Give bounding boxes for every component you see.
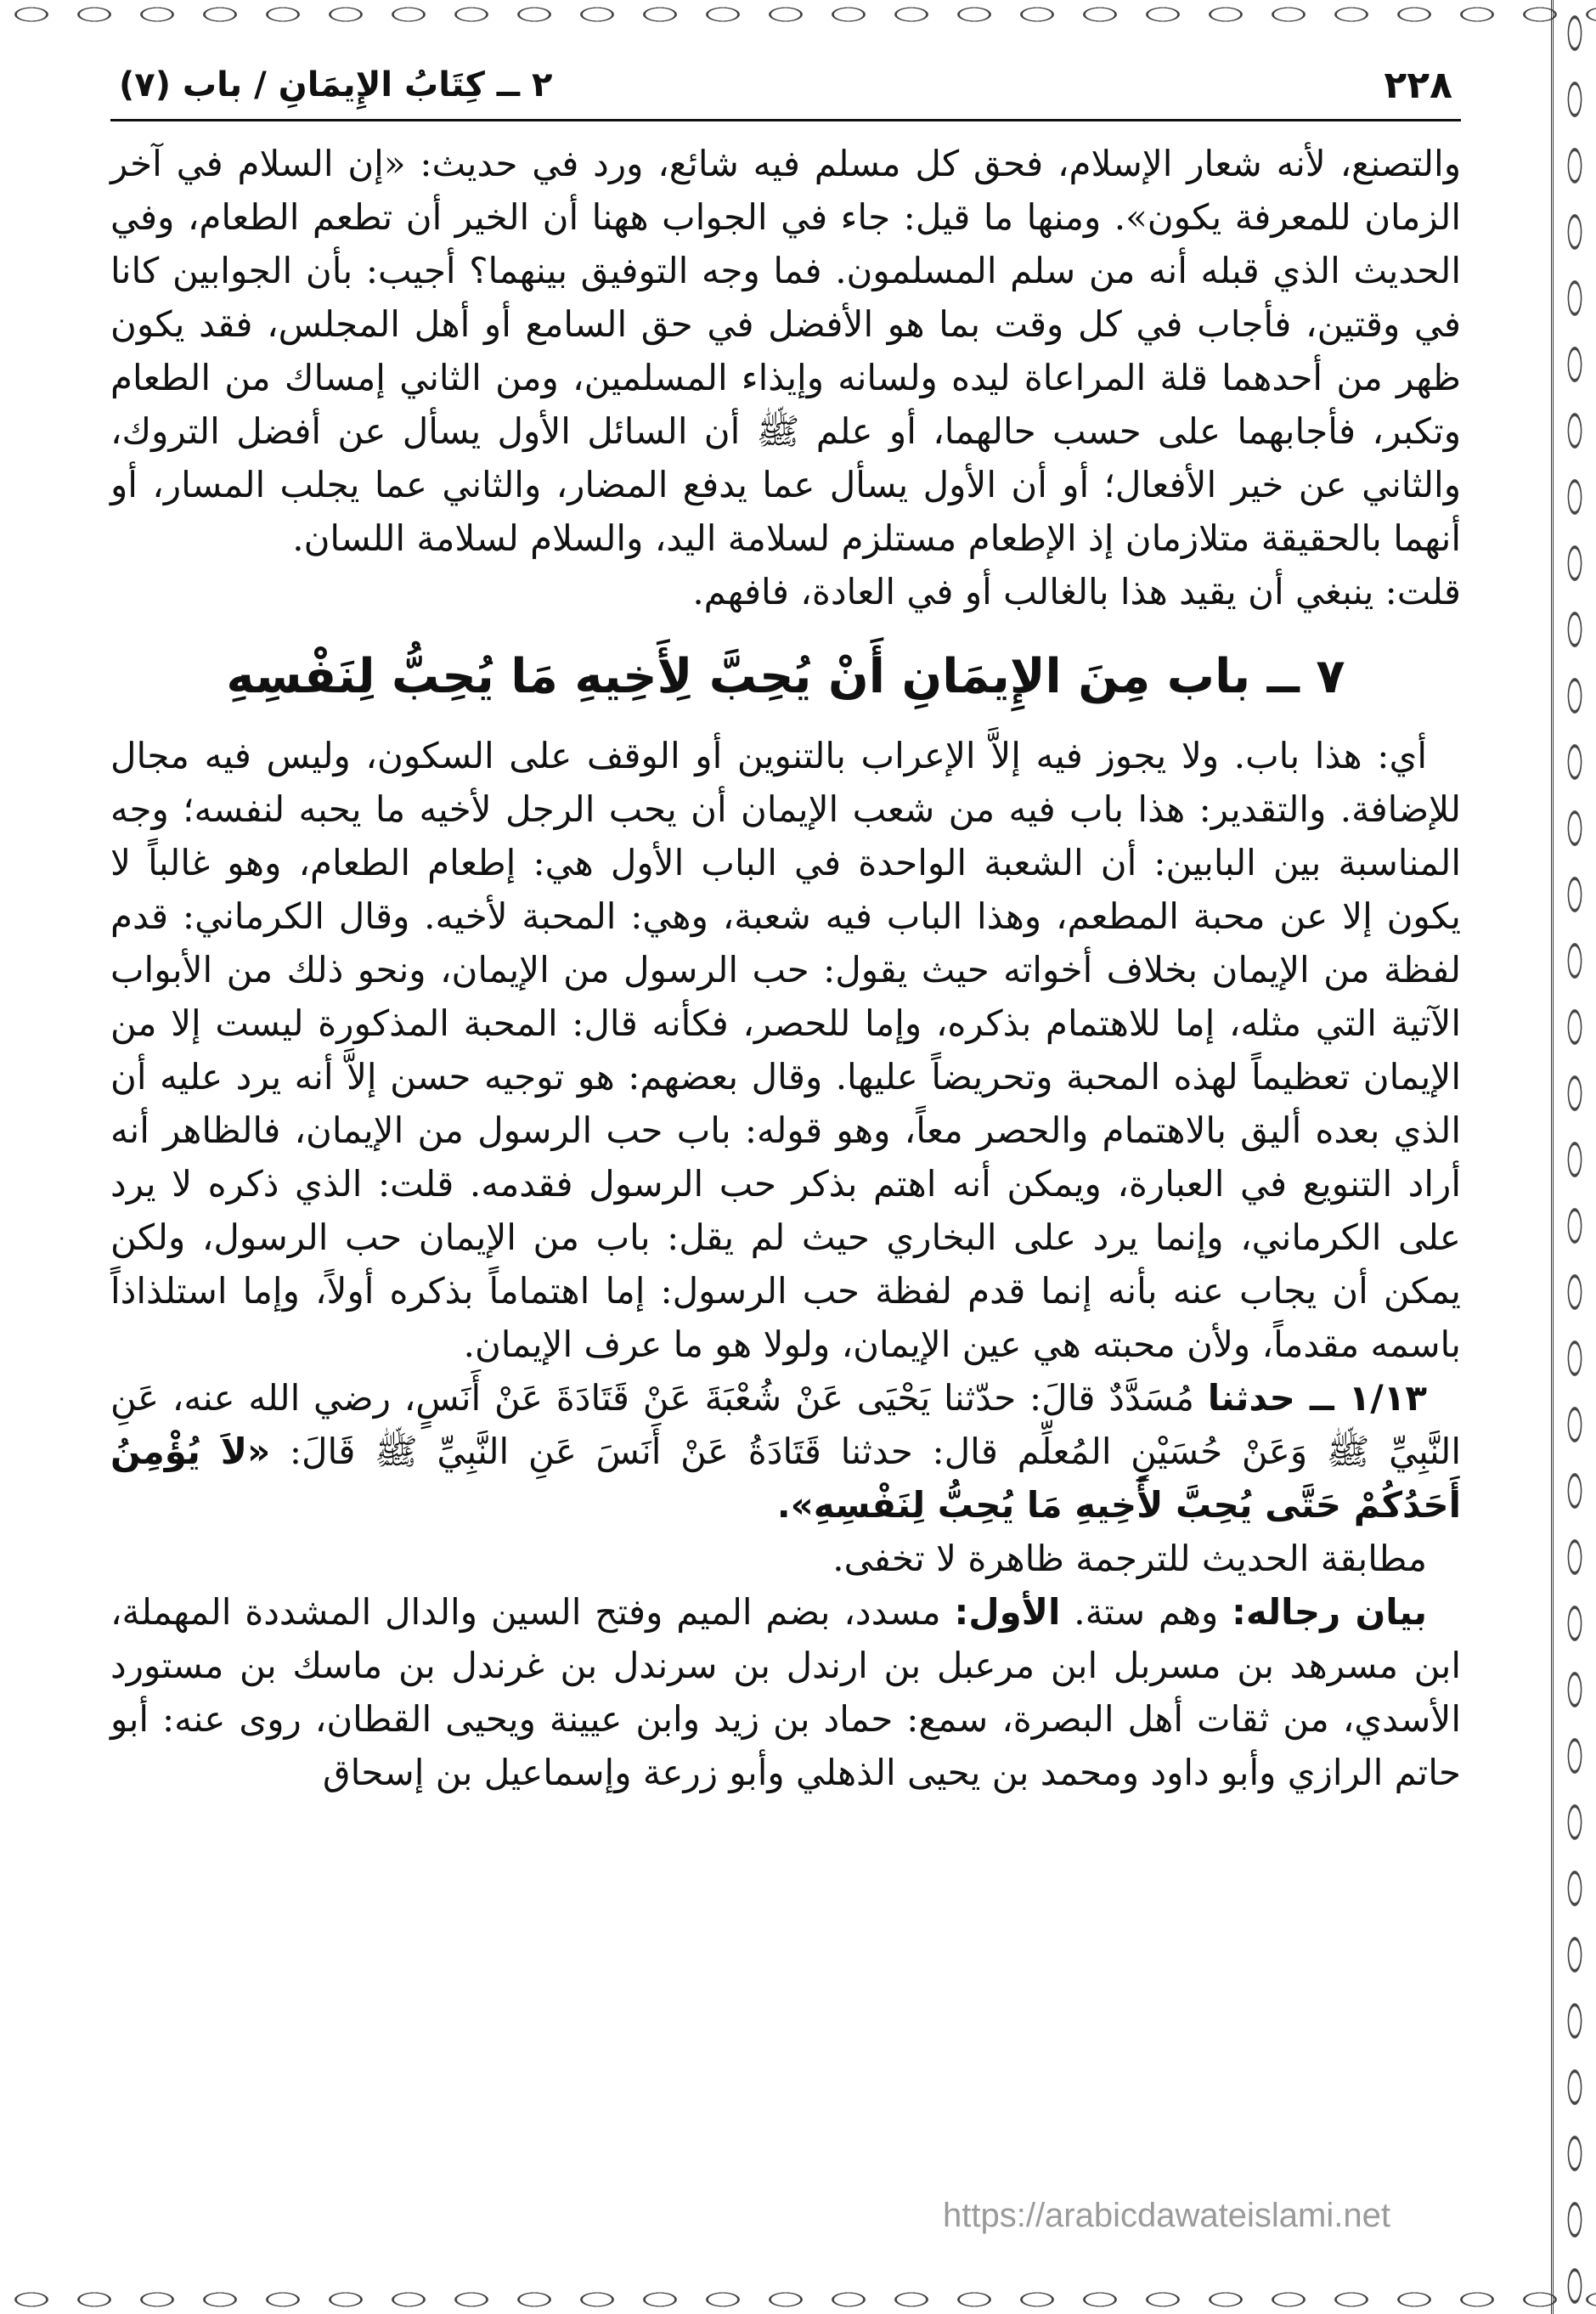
- paragraph-explanation: أي: هذا باب. ولا يجوز فيه إلاَّ الإعراب بالتنوين أو الوقف على السكون، وليس فيه مجال للإضافة. والتقدير: هذا باب فيه من شعب الإيمان أن يحب الرجل لأخيه ما يحبه لنفسه؛ وجه المناسبة بين البابين: أن الشعبة الواحدة في الباب الأول هي: إطعام الطعام، وهو غالباً لا يكون إلا عن محبة المطعم، وهذا الباب فيه شعبة، وهي: المحبة لأخيه. وقال الكرماني: قدم لفظة من الإيمان بخلاف أخواته حيث يقول: حب الرسول من الإيمان، ونحو ذلك من الأبواب الآتية التي مثله، إما للاهتمام بذكره، وإما للحصر، فكأنه قال: المحبة المذكورة ليست إلا من الإيمان تعظيماً لهذه المحبة وتحريضاً عليها. وقال بعضهم: هو توجيه حسن إلاَّ أنه يرد عليه أن الذي بعده أليق بالاهتمام والحصر معاً، وهو قوله: باب حب الرسول من الإيمان، فالظاهر أنه أراد التنويع في العبارة، ويمكن أنه اهتم بذكر حب الرسول فقدمه. قلت: الذي ذكره لا يرد على الكرماني، وإنما يرد على البخاري حيث لم يقل: باب من الإيمان حب الرسول، ولكن يمكن أن يجاب عنه بأنه إنما قدم لفظة حب الرسول: إما اهتماماً بذكره أولاً، وإما استلذاذاً باسمه مقدماً، ولأن محبته هي عين الإيمان، ولولا هو ما عرف الإيمان.: [110, 735, 1461, 1365]
- hadith-block: [110, 1371, 1461, 1532]
- right-ornamental-border: [1551, 0, 1596, 2314]
- narrators-first-label: الأول:: [954, 1591, 1061, 1633]
- hadith-number: ١/١٣ ــ حدثنا: [1207, 1377, 1427, 1419]
- running-title: ٢ ــ كِتَابُ الإِيمَانِ / باب (٧): [119, 65, 553, 104]
- hadith-chain: مُسَدَّدٌ قالَ: حدّثنا يَحْيَى عَنْ شُعْبَةَ عَنْ قَتَادَةَ عَنْ أَنَسٍ، رضي الله عنه، عَنِ النَّبِيِّ ﷺ وَعَنْ حُسَيْنٍ المُعلِّم قال: حدثنا قَتَادَةُ عَنْ أَنَسَ عَنِ النَّبِيِّ ﷺ قَالَ:: [110, 1377, 1461, 1472]
- watermark-url: https://arabicdawateislami.net: [943, 2197, 1390, 2234]
- page-number: ٢٢٨: [1384, 63, 1452, 107]
- book-page: [110, 51, 1461, 2243]
- paragraph-correspondence: مطابقة الحديث للترجمة ظاهرة لا تخفى.: [832, 1538, 1427, 1579]
- bottom-ornamental-border: [0, 2285, 1596, 2314]
- page-header: [110, 51, 1461, 121]
- narrators-text: مسدد، بضم الميم وفتح السين والدال المشددة المهملة، ابن مسرهد بن مسربل ابن مرعبل بن ارندل بن سرندل بن غرندل بن ماسك بن مستورد الأسدي، من ثقات أهل البصرة، سمع: حماد بن زيد وابن عيينة ويحيى القطان، روى عنه: أبو حاتم الرازي وأبو داود ومحمد بن يحيى الذهلي وأبو زرعة وإسماعيل بن إسحاق: [110, 1591, 1461, 1793]
- narrators-count: وهم ستة.: [1074, 1591, 1219, 1633]
- page-body: [110, 137, 1461, 1799]
- paragraph-commentary: والتصنع، لأنه شعار الإسلام، فحق كل مسلم فيه شائع، ورد في حديث: «إن السلام في آخر الزمان للمعرفة يكون». ومنها ما قيل: جاء في الجواب ههنا أن الخير أن تطعم الطعام، وفي الحديث الذي قبله أنه من سلم المسلمون. فما وجه التوفيق بينهما؟ أجيب: بأن الجوابين كانا في وقتين، فأجاب في كل وقت بما هو الأفضل في حق السامع أو أهل المجلس، فقد يكون ظهر من أحدهما قلة المراعاة ليده ولسانه وإيذاء المسلمين، ومن الثاني إمساك من الطعام وتكبر، فأجابهما على حسب حالهما، أو علم ﷺ أن السائل الأول يسأل عن أفضل التروك، والثاني عن خير الأفعال؛ أو أن الأول يسأل عما يدفع المضار، والثاني عما يجلب المسار، أو أنهما بالحقيقة متلازمان إذ الإطعام مستلزم لسلامة اليد، والسلام لسلامة اللسان.: [110, 143, 1461, 559]
- top-ornamental-border: [0, 0, 1596, 29]
- hadith-quote: «لاَ يُؤْمِنُ أَحَدُكُمْ حَتَّى يُحِبَّ لأَخِيهِ مَا يُحِبُّ لِنَفْسِهِ».: [110, 1431, 1461, 1526]
- paragraph-note: قلت: ينبغي أن يقيد هذا بالغالب أو في العادة، فافهم.: [692, 571, 1461, 612]
- chapter-title: ٧ ــ باب مِنَ الإِيمَانِ أَنْ يُحِبَّ لِأَخِيهِ مَا يُحِبُّ لِنَفْسِهِ: [226, 649, 1345, 704]
- narrators-section: [110, 1585, 1461, 1799]
- narrators-heading: بيان رجاله:: [1232, 1591, 1427, 1633]
